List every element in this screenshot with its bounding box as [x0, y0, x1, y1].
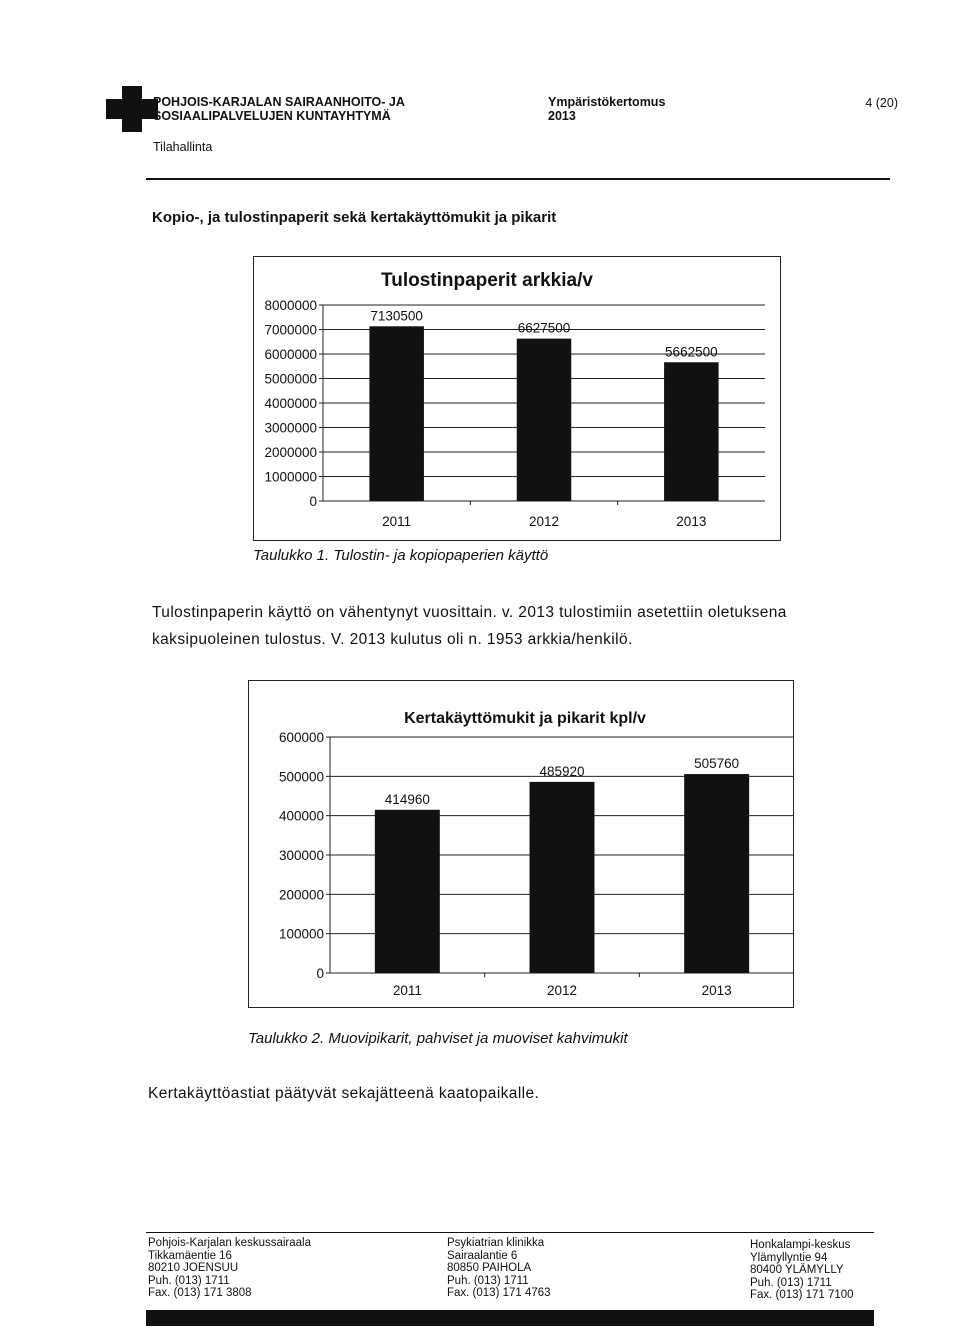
- y-tick-label: 2000000: [264, 445, 317, 460]
- footer-line: Puh. (013) 1711: [750, 1276, 832, 1289]
- y-tick-label: 3000000: [264, 420, 317, 436]
- logo-cross-horizontal: [106, 99, 158, 119]
- footer-line: Psykiatrian klinikka: [447, 1237, 545, 1249]
- footer-rule: [146, 1232, 874, 1233]
- footer-address-1: [148, 1237, 311, 1300]
- bar: [664, 362, 719, 501]
- chart-1-svg: [253, 256, 781, 541]
- data-label: 414960: [384, 791, 430, 807]
- y-tick-label: 600000: [278, 730, 324, 745]
- footer-line: 80400 YLÄMYLLY: [750, 1264, 844, 1276]
- paragraph-2: Kertakäyttöastiat päätyvät sekajätteenä kaatopaikalle.: [148, 1085, 540, 1102]
- y-tick-label: 400000: [278, 808, 324, 824]
- x-tick-label: 2011: [382, 514, 412, 529]
- caption-1: Taulukko 1. Tulostin- ja kopiopaperien käyttö: [253, 547, 549, 564]
- x-tick-label: 2012: [528, 514, 560, 529]
- footer-line: Fax. (013) 171 3808: [148, 1287, 252, 1299]
- department: Tilahallinta: [153, 140, 213, 154]
- x-tick-label: 2012: [546, 983, 578, 998]
- y-tick-label: 1000000: [264, 469, 317, 485]
- footer-line: Fax. (013) 171 4763: [447, 1287, 551, 1299]
- org-name-line1: POHJOIS-KARJALAN SAIRAANHOITO- JA: [153, 95, 405, 109]
- y-tick-label: 8000000: [264, 298, 317, 313]
- footer-line: Tikkamäentie 16: [148, 1249, 232, 1262]
- x-tick-label: 2013: [676, 514, 707, 529]
- footer-bar: [146, 1310, 874, 1326]
- y-tick-label: 500000: [278, 769, 324, 785]
- data-label: 6627500: [517, 320, 571, 336]
- bar: [530, 782, 595, 973]
- footer-line: Pohjois-Karjalan keskussairaala: [148, 1237, 311, 1249]
- chart-1-plot: [264, 298, 765, 529]
- footer-line: Sairaalantie 6: [447, 1249, 518, 1262]
- chart-title: Tulostinpaperit arkkia/v: [381, 270, 593, 291]
- page-number: 4 (20): [865, 96, 898, 110]
- footer-line: Honkalampi-keskus: [750, 1239, 851, 1251]
- bar: [369, 326, 424, 501]
- y-tick-label: 200000: [278, 887, 324, 903]
- chart-2-plot: [279, 730, 794, 998]
- chart-2-svg: [248, 680, 794, 1008]
- org-name-line2: SOSIAALIPALVELUJEN KUNTAYHTYMÄ: [153, 109, 391, 123]
- y-tick-label: 5000000: [264, 371, 317, 387]
- paragraph-1-line-1: Tulostinpaperin käyttö on vähentynyt vuosittain. v. 2013 tulostimiin asetettiin oletuksena: [152, 604, 787, 621]
- footer-address-3: [750, 1239, 854, 1302]
- header-rule: [146, 178, 890, 180]
- footer-line: 80210 JOENSUU: [148, 1262, 239, 1274]
- doc-title: Ympäristökertomus: [548, 95, 666, 109]
- doc-year: 2013: [548, 109, 576, 123]
- footer-line: Fax. (013) 171 7100: [750, 1289, 854, 1301]
- bar: [684, 774, 749, 973]
- y-tick-label: 6000000: [264, 347, 317, 362]
- data-label: 485920: [539, 763, 585, 779]
- data-label: 5662500: [665, 344, 718, 360]
- footer-line: Puh. (013) 1711: [148, 1274, 230, 1287]
- x-tick-label: 2013: [701, 983, 732, 998]
- x-tick-label: 2011: [392, 983, 422, 998]
- bar: [517, 339, 572, 501]
- caption-2: Taulukko 2. Muovipikarit, pahviset ja muoviset kahvimukit: [248, 1030, 628, 1047]
- footer-address-2: [447, 1237, 551, 1300]
- y-tick-label: 7000000: [264, 322, 317, 338]
- footer-line: Puh. (013) 1711: [447, 1274, 529, 1287]
- y-tick-label: 0: [316, 966, 324, 981]
- data-label: 7130500: [370, 308, 423, 324]
- section-title: Kopio-, ja tulostinpaperit sekä kertakäyttömukit ja pikarit: [152, 209, 557, 226]
- chart-title: Kertakäyttömukit ja pikarit kpl/v: [404, 710, 646, 727]
- y-tick-label: 4000000: [264, 396, 317, 411]
- y-tick-label: 100000: [278, 926, 324, 942]
- data-label: 505760: [694, 756, 740, 772]
- footer-line: Ylämyllyntie 94: [750, 1251, 828, 1264]
- paragraph-1-line-2: kaksipuoleinen tulostus. V. 2013 kulutus oli n. 1953 arkkia/henkilö.: [152, 631, 633, 648]
- bar: [375, 810, 440, 973]
- y-tick-label: 300000: [278, 848, 324, 863]
- footer-line: 80850 PAIHOLA: [447, 1262, 532, 1274]
- y-tick-label: 0: [309, 494, 317, 509]
